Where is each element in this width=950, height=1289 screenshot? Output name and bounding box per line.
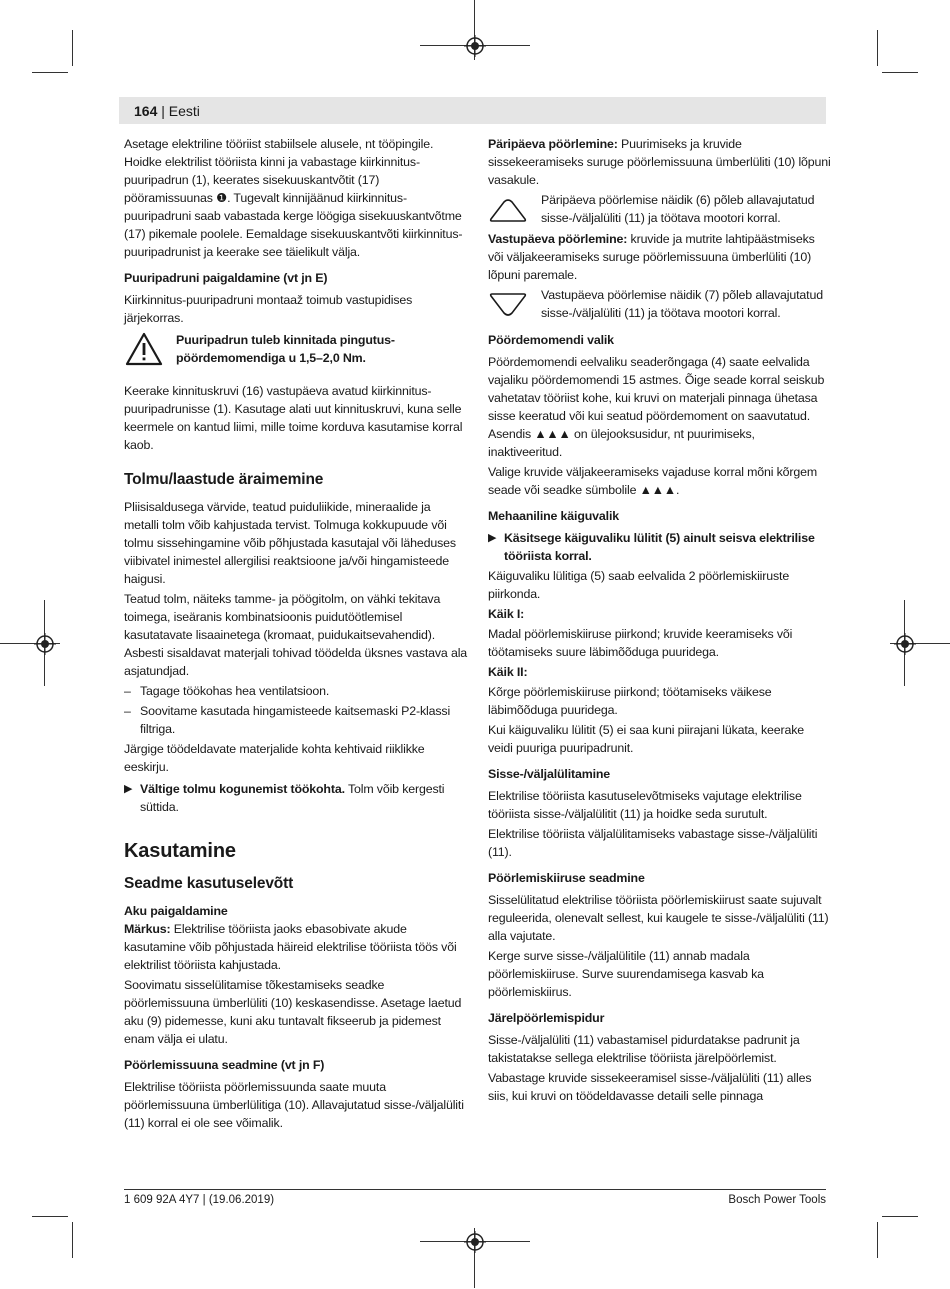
heading-battery: Aku paigaldamine (124, 904, 228, 918)
bullet-bold: Vältige tolmu kogunemist töökohta. (140, 782, 345, 796)
heading-torque: Pöördemomendi valik (488, 333, 614, 347)
bullet-rest: Tolm võib kergesti süttida. (140, 782, 445, 814)
crop-mark (32, 1216, 68, 1217)
left-column (124, 135, 468, 1134)
footer-brand: Bosch Power Tools (728, 1194, 826, 1206)
paragraph-dust-1: Pliisisaldusega värvide, teatud puiduliikide, mineraalide ja metalli tolm võib kahjustada tervist. Tolmuga kokkupuude või tolmu sissehingamine võib põhjustada kasutajal või läheduses viibivatel inimestel allergilisi reaktsioone ja/või hingamisteede haigusi. (124, 500, 456, 586)
paragraph-counterclockwise (488, 230, 832, 284)
footer-rule (124, 1189, 826, 1190)
warning-triangle-icon (124, 331, 176, 372)
gear-1-label (488, 605, 832, 623)
counterclockwise-indicator-text: Vastupäeva pöörlemise näidik (7) põleb allavajutatud sisse-/väljalüliti (11) ja töötava mootori korral. (541, 288, 823, 320)
heading-chuck-mounting: Puuripadruni paigaldamine (vt jn E) (124, 271, 328, 285)
paragraph-speed-1: Sisselülitatud elektrilise tööriista pöörlemiskiirust saate sujuvalt reguleerida, olenevalt sellest, kui kaugele te sisse-/väljalüliti (11) alla vajutate. (488, 893, 829, 943)
triangle-bullet-icon: ▶ (488, 532, 497, 544)
bullet-text (140, 780, 468, 816)
crop-mark (882, 72, 918, 73)
bullet-item (488, 529, 832, 565)
footer-doc-id: 1 609 92A 4Y7 | (19.06.2019) (124, 1194, 275, 1206)
bullet-item (124, 780, 468, 816)
arrow-up-indicator-icon (488, 191, 541, 228)
heading-startup: Seadme kasutuselevõtt (124, 875, 294, 892)
page-header (134, 101, 200, 121)
paragraph-brake-1: Sisse-/väljalüliti (11) vabastamisel pidurdatakse padrunit ja takistatakse sellega elektrilise tööriista järelpöörlemist. (488, 1033, 800, 1065)
paragraph-intro: Asetage elektriline tööriist stabiilsele alusele, nt tööpingile. Hoidke elektrilist tööriista kinni ja vabastage kiirkinnitus-puuripadrun (1), keerates sisekuuskantvõtit (17) pööramissuunas ❶. Tugevalt kinnijäänud kiirkinnitus-puuripadruni saab vabastada kerge löögiga sisekuuskantvõtme (17) pikemale poolele. Eemaldage sisekuuskantvõti kiirkinnitus-puuripadrunist ja keerake see täielikult välja. (124, 137, 463, 259)
heading-gear: Mehaaniline käiguvalik (488, 509, 619, 523)
crop-mark (877, 30, 878, 66)
counterclockwise-text: kruvide ja mutrite lahtipäästmiseks või väljakeeramiseks suruge pöörlemissuuna ümberlüliti (10) lõpuni paremale. (488, 232, 815, 282)
list-item (124, 682, 468, 700)
gear-2-label-text: Käik II: (488, 665, 528, 679)
page-number: 164 (134, 103, 158, 119)
crop-mark (72, 30, 73, 66)
gear-2-label (488, 663, 832, 681)
list-item-text: Soovitame kasutada hingamisteede kaitsemaski P2-klassi filtriga. (140, 704, 451, 736)
clockwise-indicator-text: Päripäeva pöörlemise näidik (6) põleb allavajutatud sisse-/väljalüliti (11) ja töötava mootori korral. (541, 193, 815, 225)
counterclockwise-indicator-note (488, 286, 832, 323)
dash-marker: – (124, 704, 131, 718)
registration-mark-icon (464, 1231, 486, 1253)
gear-bullet-text: Käsitsege käiguvaliku lülitit (5) ainult seisva elektrilise tööriista korral. (504, 531, 815, 563)
heading-speed: Pöörlemiskiiruse seadmine (488, 871, 645, 885)
paragraph-screw: Keerake kinnituskruvi (16) vastupäeva avatud kiirkinnitus-puuripadrunisse (1). Kasutage alati uut kinnituskruvi, kuna selle keermele on kantud liimi, mille toime korduva kasutamise korral kaob. (124, 384, 463, 452)
counterclockwise-label: Vastupäeva pöörlemine: (488, 232, 628, 246)
paragraph-brake-2: Vabastage kruvide sissekeeramisel sisse-/väljalüliti (11) alles siis, kui kruvi on töödeldavasse detaili selle pinnaga (488, 1071, 812, 1103)
crop-mark (882, 1216, 918, 1217)
paragraph-dust-3: Järgige töödeldavate materjalide kohta kehtivaid riiklikke eeskirju. (124, 742, 425, 774)
warning-text: Puuripadrun tuleb kinnitada pingutus-pöördemomendiga u 1,5–2,0 Nm. (176, 333, 395, 365)
paragraph-clockwise (488, 135, 832, 189)
paragraph-gear-note: Kui käiguvaliku lülitit (5) ei saa kuni piirajani lükata, keerake veidi puuriga puuripadrunit. (488, 723, 805, 755)
paragraph-dust-2: Teatud tolm, näiteks tamme- ja pöögitolm, on vähki tekitava toimega, iseäranis kombinatsioonis puidutöötlemisel kasutatavate lisaainetega (kromaat, puidukaitsevahendid). Asbesti sisaldavat materjali tohivad töödelda üksnes vastava ala asjatundjad. (124, 592, 468, 678)
dash-marker: – (124, 684, 131, 698)
registration-mark-icon (34, 633, 56, 655)
chapter-title: Kasutamine (124, 840, 236, 862)
header-language: Eesti (168, 103, 200, 119)
paragraph-rotation: Elektrilise tööriista pöörlemissuunda saate muuta pöörlemissuuna ümberlülitiga (10). Allavajutatud sisse-/väljalüliti (11) korral ei ole see võimalik. (124, 1080, 464, 1130)
arrow-down-indicator-icon (488, 286, 541, 323)
heading-dust: Tolmu/laastude äraimemine (124, 471, 324, 488)
registration-mark-icon (464, 35, 486, 57)
header-separator: | (161, 103, 165, 119)
paragraph-gear: Käiguvaliku lülitiga (5) saab eelvalida 2 pöörlemiskiiruste piirkonda. (488, 569, 790, 601)
crop-mark (72, 1222, 73, 1258)
paragraph-torque-2: Valige kruvide väljakeeramiseks vajaduse korral mõni kõrgem seade või seadke sümbolile ▲▲▲. (488, 465, 818, 497)
registration-mark-icon (894, 633, 916, 655)
warning-box (124, 331, 468, 372)
gear-1-label-text: Käik I: (488, 607, 525, 621)
paragraph-switch-2: Elektrilise tööriista väljalülitamiseks vabastage sisse-/väljalüliti (11). (488, 827, 818, 859)
heading-brake: Järelpöörlemispidur (488, 1011, 605, 1025)
paragraph-torque-1: Pöördemomendi eelvaliku seaderõngaga (4) saate eelvalida vajaliku pöördemomendi 15 astmes. Õige seade korral seiskub vahetatav tööriist kohe, kui kruvi on materjali pinnaga ühetasa sisse keeratud või kui seatud pöördemoment on saavutatud. Asendis ▲▲▲ on ülejooksusidur, nt puurimiseks, inaktiveeritud. (488, 355, 825, 459)
paragraph-speed-2: Kerge surve sisse-/väljalülitile (11) annab madala pöörlemiskiiruse. Surve suurendamisega kasvab ka pöörlemiskiirus. (488, 949, 764, 999)
paragraph-battery: Soovimatu sisselülitamise tõkestamiseks seadke pöörlemissuuna ümberlüliti (10) keskasendisse. Asetage laetud aku (9) pidemesse, kuni aku tuntavalt fikseerub ja pidemest enam välja ei ulatu. (124, 978, 462, 1046)
paragraph-note (124, 920, 468, 974)
clockwise-text: Puurimiseks ja kruvide sissekeeramiseks suruge pöörlemissuuna ümberlüliti (10) lõpuni vasakule. (488, 137, 831, 187)
clockwise-label: Päripäeva pöörlemine: (488, 137, 618, 151)
note-label: Märkus: (124, 922, 171, 936)
clockwise-indicator-note (488, 191, 832, 228)
crop-mark (877, 1222, 878, 1258)
header-band (119, 97, 826, 124)
heading-rotation: Pöörlemissuuna seadmine (vt jn F) (124, 1058, 325, 1072)
triangle-bullet-icon: ▶ (124, 783, 133, 795)
note-text: Elektrilise tööriista jaoks ebasobivate akude kasutamine võib põhjustada häireid elektrilise tööriista töös või elektrilist tööriista kahjustada. (124, 922, 457, 972)
crop-mark (32, 72, 68, 73)
heading-switch: Sisse-/väljalülitamine (488, 767, 611, 781)
paragraph-mount: Kiirkinnitus-puuripadruni montaaž toimub vastupidises järjekorras. (124, 293, 413, 325)
list-item (124, 702, 468, 738)
list-item-text: Tagage töökohas hea ventilatsioon. (140, 684, 330, 698)
paragraph-gear-1: Madal pöörlemiskiiruse piirkond; kruvide keeramiseks või töötamiseks suure läbimõõduga puuridega. (488, 627, 793, 659)
paragraph-switch-1: Elektrilise tööriista kasutuselevõtmiseks vajutage elektrilise tööriista sisse-/väljalülitit (11) ja hoidke seda surutult. (488, 789, 802, 821)
right-column (488, 135, 832, 1107)
paragraph-gear-2: Kõrge pöörlemiskiiruse piirkond; töötamiseks väikese läbimõõduga puuridega. (488, 685, 772, 717)
